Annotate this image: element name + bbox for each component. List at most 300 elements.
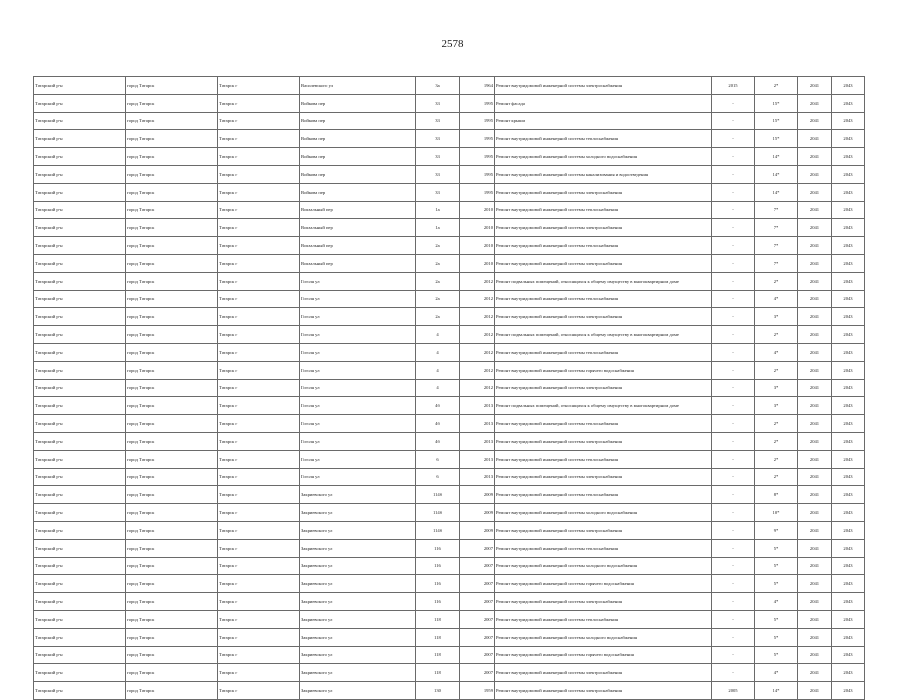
street-cell: Вокзальный пер (300, 219, 416, 237)
plan-end-cell: 2043 (832, 379, 865, 397)
period-cell: 5* (755, 646, 798, 664)
build-year-cell: 2007 (460, 664, 495, 682)
last-repair-year-cell: - (712, 343, 755, 361)
table-row (34, 682, 865, 700)
house-number-cell: 4б (416, 432, 460, 450)
period-cell: 2* (755, 77, 798, 95)
period-cell: 5* (755, 610, 798, 628)
last-repair-year-cell: - (712, 610, 755, 628)
table-row (34, 201, 865, 219)
street-cell: Гоголя ул (300, 450, 416, 468)
house-number-cell: 116 (416, 557, 460, 575)
street-cell: Гоголя ул (300, 326, 416, 344)
city-cell: Татарск г (218, 201, 300, 219)
plan-start-cell: 2041 (798, 610, 832, 628)
street-cell: Войкова пер (300, 112, 416, 130)
plan-end-cell: 2043 (832, 450, 865, 468)
settlement-cell: город Татарск (126, 610, 218, 628)
district-cell: Татарский р-н (34, 557, 126, 575)
settlement-cell: город Татарск (126, 664, 218, 682)
period-cell: 7* (755, 201, 798, 219)
last-repair-year-cell: - (712, 646, 755, 664)
plan-start-cell: 2041 (798, 130, 832, 148)
plan-start-cell: 2041 (798, 237, 832, 255)
work-type-cell: Ремонт крыши (495, 112, 712, 130)
build-year-cell: 2012 (460, 361, 495, 379)
city-cell: Татарск г (218, 219, 300, 237)
settlement-cell: город Татарск (126, 646, 218, 664)
last-repair-year-cell: - (712, 361, 755, 379)
table-row (34, 290, 865, 308)
plan-start-cell: 2041 (798, 183, 832, 201)
plan-start-cell: 2041 (798, 664, 832, 682)
work-type-cell: Ремонт внутридомовой инженерной системы электроснабжения (495, 254, 712, 272)
plan-end-cell: 2043 (832, 557, 865, 575)
build-year-cell: 2009 (460, 504, 495, 522)
city-cell: Татарск г (218, 682, 300, 700)
settlement-cell: город Татарск (126, 343, 218, 361)
district-cell: Татарский р-н (34, 610, 126, 628)
last-repair-year-cell: - (712, 112, 755, 130)
last-repair-year-cell: 2015 (712, 77, 755, 95)
table-row (34, 539, 865, 557)
table-row (34, 272, 865, 290)
build-year-cell: 1995 (460, 112, 495, 130)
house-number-cell: 118 (416, 646, 460, 664)
district-cell: Татарский р-н (34, 504, 126, 522)
house-number-cell: 6 (416, 468, 460, 486)
work-type-cell: Ремонт внутридомовой инженерной системы электроснабжения (495, 219, 712, 237)
house-number-cell: 2а (416, 290, 460, 308)
street-cell: Закриевского ул (300, 646, 416, 664)
plan-start-cell: 2041 (798, 148, 832, 166)
plan-start-cell: 2041 (798, 254, 832, 272)
settlement-cell: город Татарск (126, 308, 218, 326)
settlement-cell: город Татарск (126, 77, 218, 95)
district-cell: Татарский р-н (34, 290, 126, 308)
settlement-cell: город Татарск (126, 183, 218, 201)
city-cell: Татарск г (218, 94, 300, 112)
house-number-cell: 114б (416, 486, 460, 504)
last-repair-year-cell: - (712, 397, 755, 415)
last-repair-year-cell: - (712, 94, 755, 112)
street-cell: Закриевского ул (300, 557, 416, 575)
table-row (34, 504, 865, 522)
work-type-cell: Ремонт подвальных помещений, относящихся к общему имуществу в многоквартирном доме (495, 272, 712, 290)
work-type-cell: Ремонт внутридомовой инженерной системы холодного водоснабжения (495, 504, 712, 522)
plan-end-cell: 2043 (832, 237, 865, 255)
house-number-cell: 4б (416, 415, 460, 433)
period-cell: 3* (755, 308, 798, 326)
period-cell: 7* (755, 237, 798, 255)
period-cell: 15* (755, 94, 798, 112)
work-type-cell: Ремонт внутридомовой инженерной системы теплоснабжения (495, 130, 712, 148)
district-cell: Татарский р-н (34, 130, 126, 148)
build-year-cell: 2010 (460, 254, 495, 272)
work-type-cell: Ремонт внутридомовой инженерной системы электроснабжения (495, 682, 712, 700)
build-year-cell: 2007 (460, 646, 495, 664)
table-row (34, 468, 865, 486)
plan-end-cell: 2043 (832, 593, 865, 611)
work-type-cell: Ремонт внутридомовой инженерной системы электроснабжения (495, 521, 712, 539)
last-repair-year-cell: - (712, 183, 755, 201)
district-cell: Татарский р-н (34, 326, 126, 344)
work-type-cell: Ремонт подвальных помещений, относящихся к общему имуществу в многоквартирном доме (495, 326, 712, 344)
district-cell: Татарский р-н (34, 450, 126, 468)
street-cell: Закриевского ул (300, 593, 416, 611)
settlement-cell: город Татарск (126, 379, 218, 397)
plan-start-cell: 2041 (798, 539, 832, 557)
district-cell: Татарский р-н (34, 201, 126, 219)
plan-start-cell: 2041 (798, 361, 832, 379)
city-cell: Татарск г (218, 539, 300, 557)
plan-end-cell: 2043 (832, 415, 865, 433)
house-number-cell: 116 (416, 539, 460, 557)
table-row (34, 130, 865, 148)
period-cell: 7* (755, 219, 798, 237)
house-number-cell: 4 (416, 343, 460, 361)
city-cell: Татарск г (218, 646, 300, 664)
plan-end-cell: 2043 (832, 201, 865, 219)
table-row (34, 432, 865, 450)
settlement-cell: город Татарск (126, 148, 218, 166)
street-cell: Гоголя ул (300, 397, 416, 415)
table-row (34, 415, 865, 433)
district-cell: Татарский р-н (34, 468, 126, 486)
work-type-cell: Ремонт внутридомовой инженерной системы теплоснабжения (495, 290, 712, 308)
district-cell: Татарский р-н (34, 486, 126, 504)
build-year-cell: 2010 (460, 237, 495, 255)
district-cell: Татарский р-н (34, 521, 126, 539)
district-cell: Татарский р-н (34, 575, 126, 593)
last-repair-year-cell: - (712, 432, 755, 450)
table-row (34, 219, 865, 237)
street-cell: Гоголя ул (300, 415, 416, 433)
build-year-cell: 1995 (460, 94, 495, 112)
work-type-cell: Ремонт внутридомовой инженерной системы электроснабжения (495, 432, 712, 450)
house-number-cell: 2а (416, 272, 460, 290)
district-cell: Татарский р-н (34, 361, 126, 379)
street-cell: Закриевского ул (300, 504, 416, 522)
period-cell: 2* (755, 361, 798, 379)
last-repair-year-cell: - (712, 290, 755, 308)
build-year-cell: 2009 (460, 521, 495, 539)
work-type-cell: Ремонт внутридомовой инженерной системы теплоснабжения (495, 343, 712, 361)
period-cell: 10* (755, 504, 798, 522)
work-type-cell: Ремонт внутридомовой инженерной системы теплоснабжения (495, 201, 712, 219)
build-year-cell: 2013 (460, 432, 495, 450)
period-cell: 14* (755, 165, 798, 183)
last-repair-year-cell: - (712, 664, 755, 682)
last-repair-year-cell: 2005 (712, 682, 755, 700)
plan-end-cell: 2043 (832, 165, 865, 183)
last-repair-year-cell: - (712, 237, 755, 255)
street-cell: Закриевского ул (300, 682, 416, 700)
plan-end-cell: 2043 (832, 343, 865, 361)
street-cell: Вокзальный пер (300, 254, 416, 272)
table-row (34, 254, 865, 272)
table-row (34, 326, 865, 344)
build-year-cell: 1964 (460, 77, 495, 95)
build-year-cell: 2007 (460, 593, 495, 611)
district-cell: Татарский р-н (34, 183, 126, 201)
plan-end-cell: 2043 (832, 77, 865, 95)
district-cell: Татарский р-н (34, 254, 126, 272)
period-cell: 4* (755, 593, 798, 611)
period-cell: 14* (755, 148, 798, 166)
street-cell: Василевского ул (300, 77, 416, 95)
table-row (34, 237, 865, 255)
period-cell: 2* (755, 415, 798, 433)
plan-end-cell: 2043 (832, 521, 865, 539)
settlement-cell: город Татарск (126, 397, 218, 415)
period-cell: 14* (755, 183, 798, 201)
house-number-cell: 33 (416, 165, 460, 183)
street-cell: Закриевского ул (300, 628, 416, 646)
last-repair-year-cell: - (712, 557, 755, 575)
plan-end-cell: 2043 (832, 628, 865, 646)
period-cell: 4* (755, 664, 798, 682)
work-type-cell: Ремонт внутридомовой инженерной системы теплоснабжения (495, 415, 712, 433)
district-cell: Татарский р-н (34, 308, 126, 326)
house-number-cell: 118 (416, 664, 460, 682)
build-year-cell: 2013 (460, 450, 495, 468)
city-cell: Татарск г (218, 165, 300, 183)
house-number-cell: 1а (416, 201, 460, 219)
city-cell: Татарск г (218, 237, 300, 255)
work-type-cell: Ремонт внутридомовой инженерной системы горячего водоснабжения (495, 646, 712, 664)
district-cell: Татарский р-н (34, 593, 126, 611)
capital-repair-table (33, 76, 865, 700)
district-cell: Татарский р-н (34, 539, 126, 557)
plan-end-cell: 2043 (832, 326, 865, 344)
settlement-cell: город Татарск (126, 94, 218, 112)
city-cell: Татарск г (218, 183, 300, 201)
last-repair-year-cell: - (712, 539, 755, 557)
city-cell: Татарск г (218, 575, 300, 593)
city-cell: Татарск г (218, 397, 300, 415)
plan-end-cell: 2043 (832, 432, 865, 450)
period-cell: 15* (755, 130, 798, 148)
last-repair-year-cell: - (712, 504, 755, 522)
city-cell: Татарск г (218, 326, 300, 344)
district-cell: Татарский р-н (34, 94, 126, 112)
plan-end-cell: 2043 (832, 486, 865, 504)
work-type-cell: Ремонт внутридомовой инженерной системы теплоснабжения (495, 539, 712, 557)
last-repair-year-cell: - (712, 593, 755, 611)
settlement-cell: город Татарск (126, 486, 218, 504)
table-row (34, 521, 865, 539)
table-row (34, 486, 865, 504)
settlement-cell: город Татарск (126, 237, 218, 255)
house-number-cell: 118 (416, 628, 460, 646)
build-year-cell: 2012 (460, 326, 495, 344)
settlement-cell: город Татарск (126, 112, 218, 130)
plan-start-cell: 2041 (798, 308, 832, 326)
district-cell: Татарский р-н (34, 219, 126, 237)
settlement-cell: город Татарск (126, 682, 218, 700)
work-type-cell: Ремонт внутридомовой инженерной системы холодного водоснабжения (495, 557, 712, 575)
house-number-cell: 33 (416, 183, 460, 201)
street-cell: Гоголя ул (300, 361, 416, 379)
plan-start-cell: 2041 (798, 450, 832, 468)
settlement-cell: город Татарск (126, 219, 218, 237)
table-row (34, 664, 865, 682)
work-type-cell: Ремонт фасада (495, 94, 712, 112)
settlement-cell: город Татарск (126, 201, 218, 219)
district-cell: Татарский р-н (34, 682, 126, 700)
plan-start-cell: 2041 (798, 628, 832, 646)
period-cell: 2* (755, 326, 798, 344)
street-cell: Войкова пер (300, 183, 416, 201)
table-row (34, 646, 865, 664)
settlement-cell: город Татарск (126, 450, 218, 468)
plan-start-cell: 2041 (798, 468, 832, 486)
district-cell: Татарский р-н (34, 664, 126, 682)
work-type-cell: Ремонт внутридомовой инженерной системы электроснабжения (495, 183, 712, 201)
plan-end-cell: 2043 (832, 646, 865, 664)
district-cell: Татарский р-н (34, 379, 126, 397)
city-cell: Татарск г (218, 112, 300, 130)
build-year-cell: 1959 (460, 682, 495, 700)
period-cell: 14* (755, 682, 798, 700)
last-repair-year-cell: - (712, 148, 755, 166)
city-cell: Татарск г (218, 415, 300, 433)
city-cell: Татарск г (218, 486, 300, 504)
house-number-cell: 118 (416, 610, 460, 628)
plan-end-cell: 2043 (832, 254, 865, 272)
plan-end-cell: 2043 (832, 112, 865, 130)
settlement-cell: город Татарск (126, 628, 218, 646)
street-cell: Войкова пер (300, 94, 416, 112)
settlement-cell: город Татарск (126, 593, 218, 611)
period-cell: 3* (755, 379, 798, 397)
street-cell: Войкова пер (300, 148, 416, 166)
street-cell: Закриевского ул (300, 486, 416, 504)
district-cell: Татарский р-н (34, 646, 126, 664)
settlement-cell: город Татарск (126, 361, 218, 379)
city-cell: Татарск г (218, 593, 300, 611)
last-repair-year-cell: - (712, 308, 755, 326)
house-number-cell: 130 (416, 682, 460, 700)
plan-start-cell: 2041 (798, 575, 832, 593)
plan-end-cell: 2043 (832, 575, 865, 593)
period-cell: 4* (755, 290, 798, 308)
work-type-cell: Ремонт внутридомовой инженерной системы теплоснабжения (495, 237, 712, 255)
street-cell: Войкова пер (300, 165, 416, 183)
plan-start-cell: 2041 (798, 94, 832, 112)
build-year-cell: 2012 (460, 290, 495, 308)
page-number: 2578 (441, 38, 464, 50)
settlement-cell: город Татарск (126, 165, 218, 183)
house-number-cell: 4 (416, 361, 460, 379)
build-year-cell: 2010 (460, 219, 495, 237)
work-type-cell: Ремонт внутридомовой инженерной системы горячего водоснабжения (495, 361, 712, 379)
settlement-cell: город Татарск (126, 272, 218, 290)
settlement-cell: город Татарск (126, 326, 218, 344)
street-cell: Закриевского ул (300, 610, 416, 628)
plan-end-cell: 2043 (832, 308, 865, 326)
table-row (34, 183, 865, 201)
settlement-cell: город Татарск (126, 415, 218, 433)
plan-end-cell: 2043 (832, 664, 865, 682)
table-row (34, 112, 865, 130)
work-type-cell: Ремонт внутридомовой инженерной системы холодного водоснабжения (495, 628, 712, 646)
plan-end-cell: 2043 (832, 290, 865, 308)
plan-start-cell: 2041 (798, 646, 832, 664)
city-cell: Татарск г (218, 308, 300, 326)
work-type-cell: Ремонт внутридомовой инженерной системы горячего водоснабжения (495, 575, 712, 593)
period-cell: 9* (755, 521, 798, 539)
district-cell: Татарский р-н (34, 237, 126, 255)
plan-end-cell: 2043 (832, 272, 865, 290)
period-cell: 5* (755, 557, 798, 575)
work-type-cell: Ремонт подвальных помещений, относящихся к общему имуществу в многоквартирном доме (495, 397, 712, 415)
plan-start-cell: 2041 (798, 272, 832, 290)
city-cell: Татарск г (218, 148, 300, 166)
period-cell: 5* (755, 539, 798, 557)
plan-start-cell: 2041 (798, 504, 832, 522)
last-repair-year-cell: - (712, 486, 755, 504)
city-cell: Татарск г (218, 628, 300, 646)
period-cell: 7* (755, 254, 798, 272)
city-cell: Татарск г (218, 254, 300, 272)
settlement-cell: город Татарск (126, 575, 218, 593)
plan-start-cell: 2041 (798, 343, 832, 361)
table-row (34, 557, 865, 575)
district-cell: Татарский р-н (34, 343, 126, 361)
work-type-cell: Ремонт внутридомовой инженерной системы электроснабжения (495, 77, 712, 95)
city-cell: Татарск г (218, 557, 300, 575)
city-cell: Татарск г (218, 432, 300, 450)
plan-start-cell: 2041 (798, 326, 832, 344)
last-repair-year-cell: - (712, 415, 755, 433)
street-cell: Закриевского ул (300, 539, 416, 557)
house-number-cell: 114б (416, 521, 460, 539)
plan-end-cell: 2043 (832, 219, 865, 237)
last-repair-year-cell: - (712, 628, 755, 646)
build-year-cell: 2007 (460, 628, 495, 646)
build-year-cell: 2007 (460, 610, 495, 628)
house-number-cell: 2а (416, 254, 460, 272)
street-cell: Войкова пер (300, 130, 416, 148)
house-number-cell: 33 (416, 148, 460, 166)
work-type-cell: Ремонт внутридомовой инженерной системы электроснабжения (495, 593, 712, 611)
district-cell: Татарский р-н (34, 148, 126, 166)
plan-start-cell: 2041 (798, 379, 832, 397)
build-year-cell: 2012 (460, 379, 495, 397)
plan-end-cell: 2043 (832, 183, 865, 201)
settlement-cell: город Татарск (126, 504, 218, 522)
district-cell: Татарский р-н (34, 628, 126, 646)
work-type-cell: Ремонт внутридомовой инженерной системы теплоснабжения (495, 486, 712, 504)
street-cell: Вокзальный пер (300, 201, 416, 219)
last-repair-year-cell: - (712, 326, 755, 344)
period-cell: 2* (755, 450, 798, 468)
period-cell: 2* (755, 432, 798, 450)
last-repair-year-cell: - (712, 130, 755, 148)
table-row (34, 610, 865, 628)
last-repair-year-cell: - (712, 165, 755, 183)
district-cell: Татарский р-н (34, 432, 126, 450)
plan-start-cell: 2041 (798, 432, 832, 450)
house-number-cell: 116 (416, 593, 460, 611)
table-row (34, 575, 865, 593)
city-cell: Татарск г (218, 130, 300, 148)
last-repair-year-cell: - (712, 201, 755, 219)
table-row (34, 77, 865, 95)
plan-start-cell: 2041 (798, 486, 832, 504)
